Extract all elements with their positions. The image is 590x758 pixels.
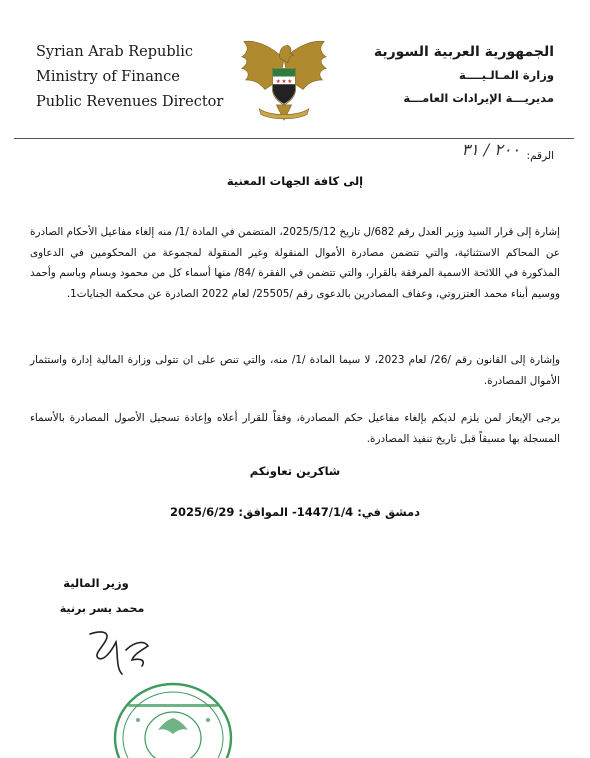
signatory-title: وزير المالية bbox=[63, 576, 129, 590]
letterhead-ar-directorate: مديريـــة الإيرادات العامـــة bbox=[403, 91, 554, 105]
letterhead-english bbox=[36, 40, 236, 115]
closing-line: شاكرين تعاونكم bbox=[249, 464, 341, 478]
letterhead-ar-ministry: وزارة المـالـيــــة bbox=[459, 68, 554, 82]
paragraph-law-reference: وإشارة إلى القانون رقم /26/ لعام 2023، لا سيما المادة /1/ منه، والتي تنص على ان تتولى وزارة المالية إدارة واستثمار الأموال المصادرة. bbox=[30, 354, 560, 387]
official-stamp-icon bbox=[108, 668, 238, 758]
letterhead-arabic bbox=[354, 40, 554, 110]
signatory-name: محمد يسر برنية bbox=[59, 602, 145, 615]
letterhead-en-ministry: Ministry of Finance bbox=[36, 69, 180, 85]
reference-number: ۲۰۰ / ۳۱ bbox=[461, 140, 520, 159]
eagle-emblem-icon bbox=[236, 30, 332, 126]
addressee: إلى كافة الجهات المعنية bbox=[226, 174, 364, 188]
letterhead-en-directorate: Public Revenues Director bbox=[36, 94, 224, 110]
date-line: دمشق في: 1447/1/4- الموافق: 2025/6/29 bbox=[169, 505, 421, 519]
letterhead-en-country: Syrian Arab Republic bbox=[36, 44, 194, 60]
header-divider bbox=[14, 138, 574, 139]
paragraph-request: يرجى الإيعاز لمن يلزم لديكم بإلغاء مفاعيل حكم المصادرة، وفقاً للقرار أعلاه وإعادة تسجيل الأصول المصادرة بالأسماء المسجلة بها مسبقاً قبل تاريخ تنفيذ المصادرة. bbox=[30, 412, 560, 445]
paragraph-decision-reference: إشارة إلى قرار السيد وزير العدل رقم 682/ل تاريخ 2025/5/12، المتضمن في المادة /1/ منه إلغاء مفاعيل الأحكام الصادرة عن المحاكم الاستثنائية، والتي تتضمن مصادرة الأموال المنقولة وغير المنقولة لمجموعة من المحكومين في الدعاوى المذكورة في اللائحة الاسمية المرفقة بالقرار، والتي تتضمن في الفقرة /84/ منها أسماء كل من محمود وبسام وباسم وأحمد ووسيم أبناء محمد العتزروتي، وعفاف المصادرين بالدعوى رقم /25505/ لعام 2022 الصادرة عن محكمة الجنايات1. bbox=[30, 226, 560, 300]
reference-label: الرقم: bbox=[526, 150, 554, 162]
letterhead-ar-country: الجمهورية العربية السورية bbox=[373, 44, 554, 60]
